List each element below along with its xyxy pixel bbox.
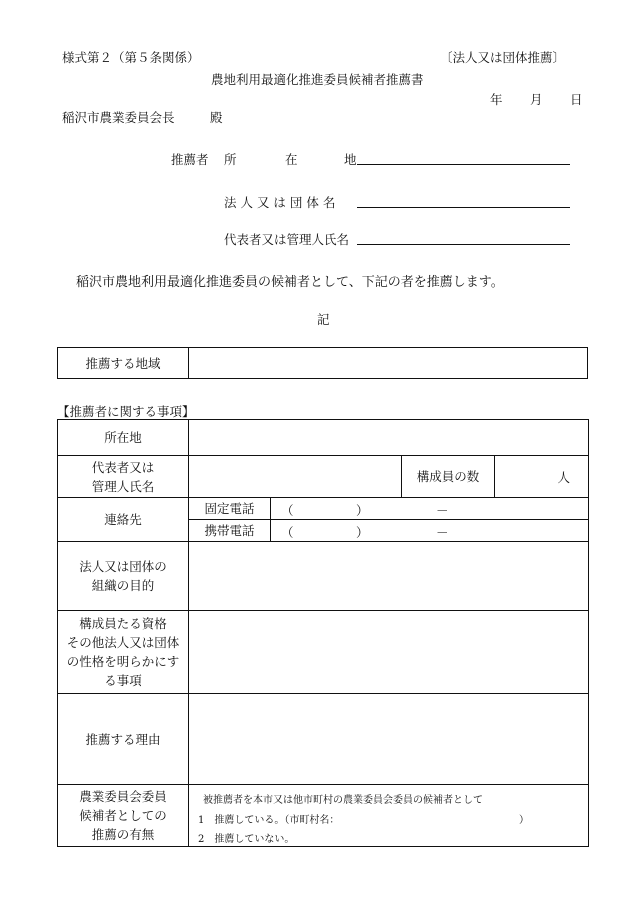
region-field[interactable] [189, 348, 588, 379]
recommender-details-table [57, 419, 589, 847]
addressee-honorific: 殿 [210, 110, 223, 125]
other-label-line-1: 農業委員会委員 [79, 789, 167, 804]
other-label-line-3: 推薦の有無 [91, 827, 155, 842]
address-label-3: 地 [344, 152, 357, 167]
landline-paren-close: ） [356, 503, 369, 518]
section-title: 【推薦者に関する事項】 [57, 404, 195, 419]
location-field[interactable] [189, 420, 589, 456]
nature-label [58, 611, 189, 694]
rep-label [58, 456, 189, 498]
address-label-1: 所 [224, 152, 237, 167]
members-unit: 人 [557, 469, 570, 485]
other-nomination-field [189, 785, 589, 847]
address-label-2: 在 [285, 152, 298, 167]
purpose-label-line-2: 組織の目的 [91, 578, 155, 593]
rep-name-label: 代表者又は管理人氏名 [224, 232, 350, 247]
nature-label-line-3: の性格を明らかにす [66, 654, 180, 669]
location-label: 所在地 [58, 420, 189, 456]
other-text-1: 被推薦者を本市又は他市町村の農業委員会委員の候補者として [203, 795, 483, 806]
date-year-label: 年 [490, 92, 503, 107]
reason-label: 推薦する理由 [58, 694, 189, 785]
option-1-nominated[interactable]: 1 推薦している。（市町村名： [198, 815, 340, 826]
landline-field[interactable] [271, 498, 589, 520]
mobile-field[interactable] [271, 520, 589, 542]
org-name-field[interactable] [357, 193, 570, 208]
nature-label-line-4: る事項 [104, 673, 142, 688]
recommender-label: 推薦者 [171, 152, 209, 167]
nature-label-line-2: その他法人又は団体 [66, 635, 180, 650]
contact-label: 連絡先 [58, 498, 189, 542]
date-day-label: 日 [570, 92, 583, 107]
mobile-paren-close: ） [356, 525, 369, 540]
rep-label-line-1: 代表者又は [91, 459, 155, 475]
landline-dash: － [436, 503, 449, 518]
form-number: 様式第２（第５条関係） [62, 50, 200, 65]
other-label-line-2: 候補者としての [79, 808, 167, 823]
rep-name-field[interactable] [357, 230, 570, 245]
members-label: 構成員の数 [402, 456, 495, 498]
rep-label-line-2: 管理人氏名 [91, 478, 155, 494]
option-2-not-nominated[interactable]: 2 推薦していない。 [198, 834, 295, 845]
nature-field[interactable] [189, 611, 589, 694]
purpose-label [58, 542, 189, 611]
nature-label-line-1: 構成員たる資格 [79, 616, 167, 631]
landline-paren-open: （ [281, 503, 294, 518]
purpose-label-line-1: 法人又は団体の [79, 559, 167, 574]
date-month-label: 月 [530, 92, 543, 107]
ki-heading: 記 [317, 312, 330, 327]
org-name-label: 法 人 又 は 団 体 名 [224, 195, 336, 210]
landline-label: 固定電話 [189, 498, 271, 520]
reason-field[interactable] [189, 694, 589, 785]
other-nomination-label [58, 785, 189, 847]
document-title: 農地利用最適化推進委員候補者推薦書 [211, 72, 424, 87]
region-table [57, 347, 588, 379]
addressee: 稲沢市農業委員会長 [62, 110, 175, 125]
purpose-field[interactable] [189, 542, 589, 611]
body-text: 稲沢市農地利用最適化推進委員の候補者として、下記の者を推薦します。 [76, 275, 504, 290]
mobile-paren-open: （ [281, 525, 294, 540]
option-1-close-paren: ） [519, 815, 529, 826]
address-field[interactable] [357, 150, 570, 165]
rep-field[interactable] [189, 456, 402, 498]
members-field[interactable] [495, 456, 589, 498]
mobile-label: 携帯電話 [189, 520, 271, 542]
form-type: 〔法人又は団体推薦〕 [440, 50, 566, 65]
region-label: 推薦する地域 [58, 348, 189, 379]
mobile-dash: － [436, 525, 449, 540]
